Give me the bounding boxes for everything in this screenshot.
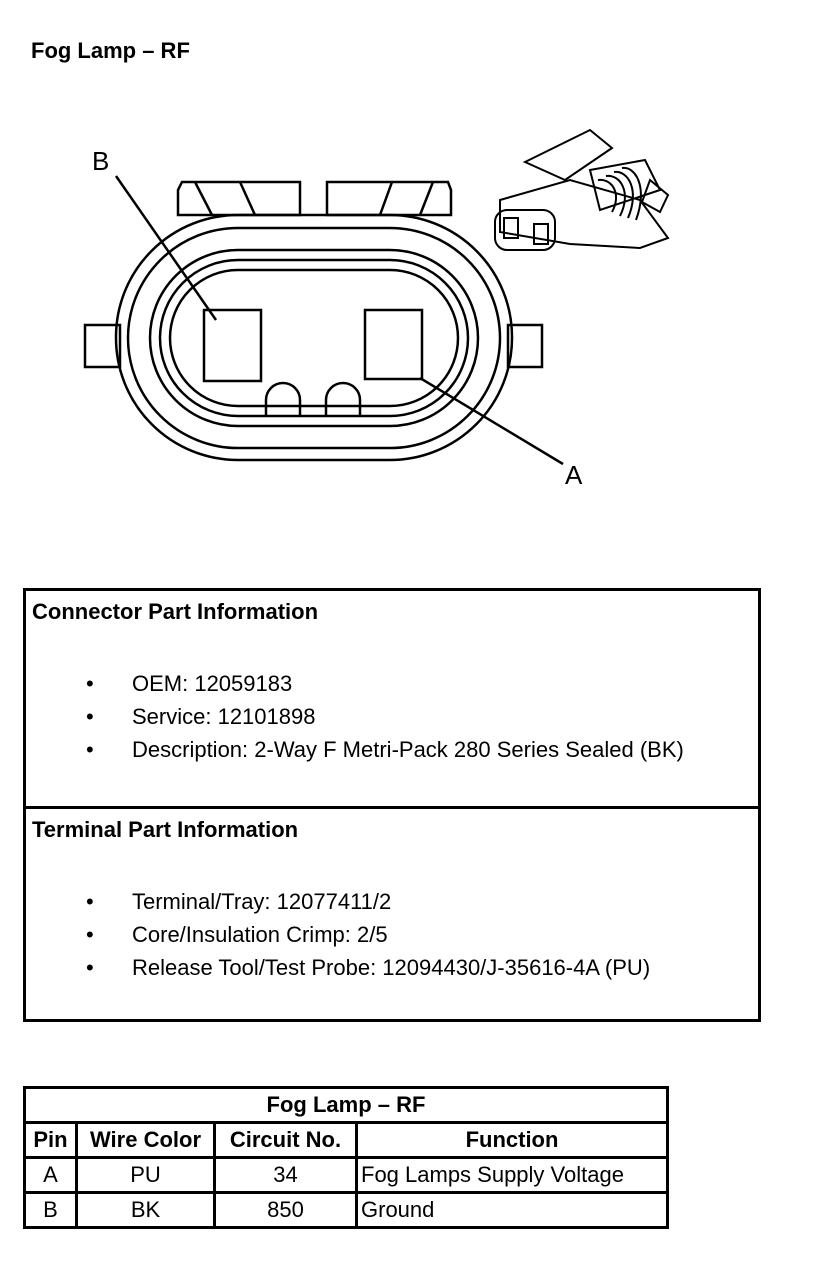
column-header-function: Function <box>357 1123 668 1158</box>
cell-wire-color: BK <box>77 1193 215 1228</box>
bullet-icon: • <box>86 955 94 980</box>
connector-part-info-title: Connector Part Information <box>32 599 319 624</box>
list-item-text: Core/Insulation Crimp: 2/5 <box>132 922 388 947</box>
list-item-text: Service: 12101898 <box>132 704 316 729</box>
table-title: Fog Lamp – RF <box>25 1088 668 1123</box>
list-item-text: OEM: 12059183 <box>132 671 293 696</box>
list-item-text: Release Tool/Test Probe: 12094430/J-35616-4A (PU) <box>132 955 651 980</box>
column-header-pin: Pin <box>25 1123 77 1158</box>
cell-function: Fog Lamps Supply Voltage <box>357 1158 668 1193</box>
cell-pin: B <box>25 1193 77 1228</box>
connector-face-diagram <box>0 120 816 520</box>
cell-wire-color: PU <box>77 1158 215 1193</box>
terminal-part-info-title: Terminal Part Information <box>32 817 299 842</box>
table-row <box>25 1158 668 1193</box>
bullet-icon: • <box>86 671 94 696</box>
bullet-icon: • <box>86 737 94 762</box>
terminal-part-info <box>26 809 758 1019</box>
cell-pin: A <box>25 1158 77 1193</box>
part-info-box <box>23 588 761 1022</box>
cell-circuit: 34 <box>215 1158 357 1193</box>
column-header-circuit: Circuit No. <box>215 1123 357 1158</box>
column-header-wire-color: Wire Color <box>77 1123 215 1158</box>
cell-circuit: 850 <box>215 1193 357 1228</box>
table-header-row <box>25 1123 668 1158</box>
bullet-icon: • <box>86 704 94 729</box>
table-row <box>25 1193 668 1228</box>
list-item-text: Terminal/Tray: 12077411/2 <box>132 889 392 914</box>
list-item-text: Description: 2-Way F Metri-Pack 280 Series Sealed (BK) <box>132 737 684 762</box>
bullet-icon: • <box>86 889 94 914</box>
pin-a-label: A <box>565 460 583 490</box>
pin-function-table <box>23 1086 669 1229</box>
page-title: Fog Lamp – RF <box>31 38 190 63</box>
connector-part-info <box>26 591 758 809</box>
bullet-icon: • <box>86 922 94 947</box>
cell-function: Ground <box>357 1193 668 1228</box>
pin-b-label: B <box>92 146 110 176</box>
